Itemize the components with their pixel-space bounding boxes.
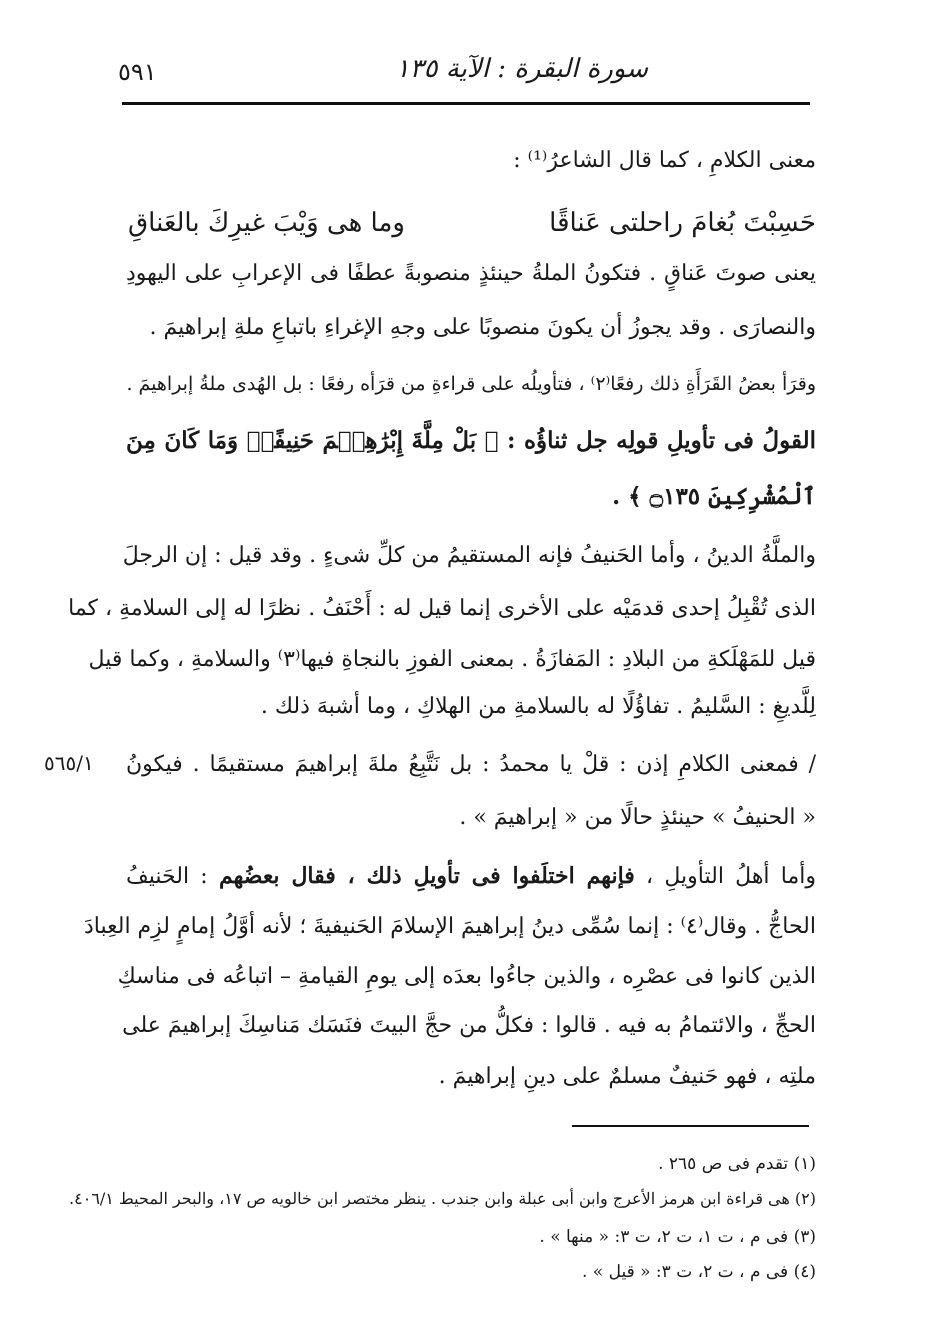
bold-text-segment: فإنهم اختلَفوا فى تأويلِ ذلك ، فقال بعضُهم xyxy=(218,863,635,889)
page-number: ٥٩١ xyxy=(118,58,157,86)
header-rule xyxy=(122,102,810,105)
section-heading: ٱلْمُشْرِكِينَ ۝١٣٥ ﴾ . xyxy=(612,483,816,510)
paragraph-line xyxy=(126,861,816,892)
paragraph-line: وقرَأ بعضُ القَرَأَةِ ذلك رفعًا⁽٢⁾ ، فتأويلُه على قراءةِ من قرَأه رفعًا : بل الهُدى ملةُ إبراهيمَ . xyxy=(126,373,816,395)
paragraph-line: يعنى صوتَ عَناقٍ . فتكونُ الملةُ حينئذٍ منصوبةً عطفًا فى الإعرابِ على اليهودِ xyxy=(126,261,816,286)
paragraph-line: / فمعنى الكلامِ إذن : قلْ يا محمدُ : بل نَتَّبِعُ ملةَ إبراهيمَ مستقيمًا . فيكونُ xyxy=(126,752,816,777)
footnote: (٣) فى م ، ت ١، ت ٢، ت ٣: « منها » . xyxy=(539,1227,816,1247)
paragraph-line: ملتِه ، فهو حَنيفٌ مسلمٌ على دينِ إبراهيمَ . xyxy=(438,1064,816,1089)
paragraph-line: الحاجُّ . وقال⁽٤⁾ : إنما سُمِّى دينُ إبراهيمَ الإسلامَ الحَنيفيةَ ؛ لأنه أوَّلُ إمامٍ لزِم العِبادَ xyxy=(83,914,816,939)
margin-reference: ٥٦٥/١ xyxy=(44,751,94,775)
paragraph-line: لِلَّديغِ : السَّليمُ . تفاؤُلًا له بالسلامةِ من الهلاكِ ، وما أشبهَ ذلك . xyxy=(260,694,816,719)
paragraph-line: والنصارَى . وقد يجوزُ أن يكونَ منصوبًا على وجهِ الإغراءِ باتباعِ ملةِ إبراهيمَ . xyxy=(149,315,816,340)
text-segment: : الحَنيفُ xyxy=(126,864,219,889)
paragraph-line: الذين كانوا فى عصْرِه ، والذين جاءُوا بعدَه إلى يومِ القيامةِ – اتباعُه فى مناسكِ xyxy=(117,964,816,989)
section-heading: القولُ فى تأويلِ قولِه جل ثناؤُه : ﴿ بَلْ مِلَّةَ إِبْرَٰهِـۧمَ حَنِيفًاۖ وَمَا كَانَ مِنَ xyxy=(126,427,816,454)
paragraph-line: والملَّةُ الدينُ ، وأما الحَنيفُ فإنه المستقيمُ من كلِّ شىءٍ . وقد قيل : إن الرجلَ xyxy=(122,543,816,568)
paragraph-line: « الحنيفُ » حينئذٍ حالًا من « إبراهيمَ » . xyxy=(459,805,816,830)
footnote: (٤) فى م ، ت ٢، ت ٣: « قيل » . xyxy=(581,1262,816,1282)
footnote: (١) تقدم فى ص ٢٦٥ . xyxy=(658,1154,816,1174)
text-segment: وأما أهلُ التأويلِ ، xyxy=(634,864,817,889)
paragraph-line: الحجِّ ، والائتمامُ به فيه . قالوا : فكلُّ من حجَّ البيتَ فنَسَك مَناسِكَ إبراهيمَ على xyxy=(122,1013,816,1038)
paragraph-line: قيل للمَهْلَكةِ من البلادِ : المَفازَةُ . بمعنى الفوزِ بالنجاةِ فيها⁽٣⁾ والسلامةِ ، وكما قيل xyxy=(88,647,816,672)
poem-hemistich-left: وما هى وَيْبَ غيرِكَ بالعَناقِ xyxy=(128,208,405,238)
poem-hemistich-right: حَسِبْتَ بُغامَ راحلتى عَناقًا xyxy=(549,208,816,238)
footnote-rule xyxy=(572,1125,809,1127)
paragraph-line: الذى تُقْبِلُ إحدى قدمَيْه على الأخرى إنما قيل له : أَحْنَفُ . نظرًا له إلى السلامةِ ، كما xyxy=(68,596,816,621)
paragraph-line: معنى الكلامِ ، كما قال الشاعرُ⁽¹⁾ : xyxy=(513,148,816,173)
running-header-title: سورة البقرة : الآية ١٣٥ xyxy=(395,54,648,84)
footnote: (٢) هى قراءة ابن هرمز الأعرج وابن أبى عبلة وابن جندب . ينظر مختصر ابن خالويه ص ١٧، والبحر المحيط ٤٠٦/١. xyxy=(69,1189,816,1208)
